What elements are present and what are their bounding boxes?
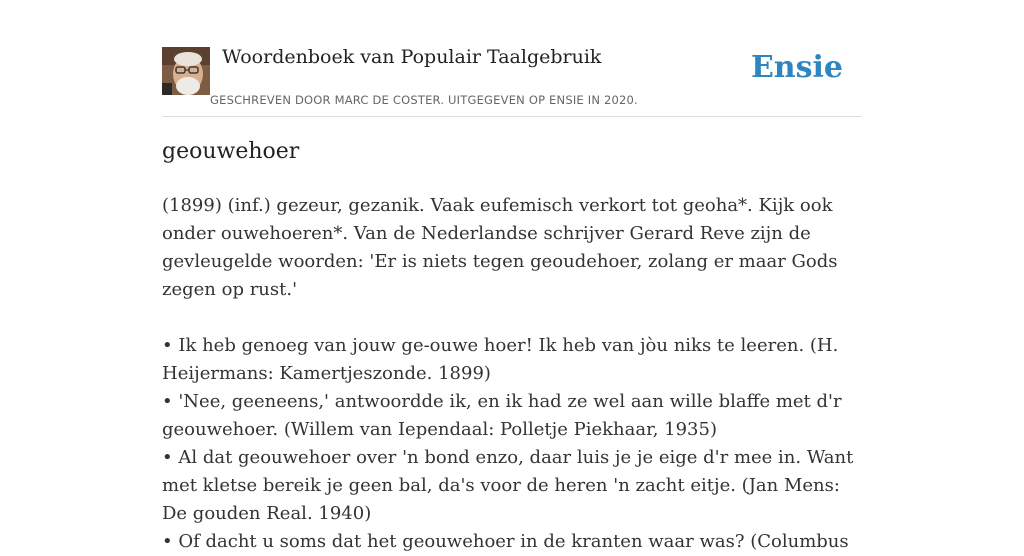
entry-headword: geouwehoer [162, 139, 300, 164]
byline: GESCHREVEN DOOR MARC DE COSTER. UITGEGEVEN OP ENSIE IN 2020. [210, 93, 638, 107]
entry-text: (1899) (inf.) gezeur, gezanik. Vaak eufemisch verkort tot geoha*. Kijk ook onder ouwehoeren*. Van de Nederlandse schrijver Gerard Reve zijn de gevleugelde woorden: 'Er is niets tegen geoudehoer, zolang er maar Gods zegen op rust.' • Ik heb genoeg van jouw ge-ouwe hoer! Ik heb van jòu niks te leeren. (H. Heijermans: Kamertjeszonde. 1899) • 'Nee, geeneens,' antwoordde ik, en ik had ze wel aan wille blaffe met d'r geouwehoer. (Willem van Iependaal: Polletje Piekhaar, 1935) • Al dat geouwehoer over 'n bond enzo, daar luis je je eige d'r mee in. Want met kletse bereik je geen bal, da's voor de heren 'n zacht eitje. (Jan Mens: De gouden Real. 1940) • Of dacht u soms dat het geouwehoer in de kranten waar was? (Columbus [162, 195, 854, 552]
book-title[interactable]: Woordenboek van Populair Taalgebruik [222, 46, 602, 68]
header [162, 44, 862, 117]
author-avatar[interactable] [162, 47, 210, 95]
ensie-logo[interactable]: Ensie [750, 50, 843, 85]
author-photo [162, 47, 210, 95]
